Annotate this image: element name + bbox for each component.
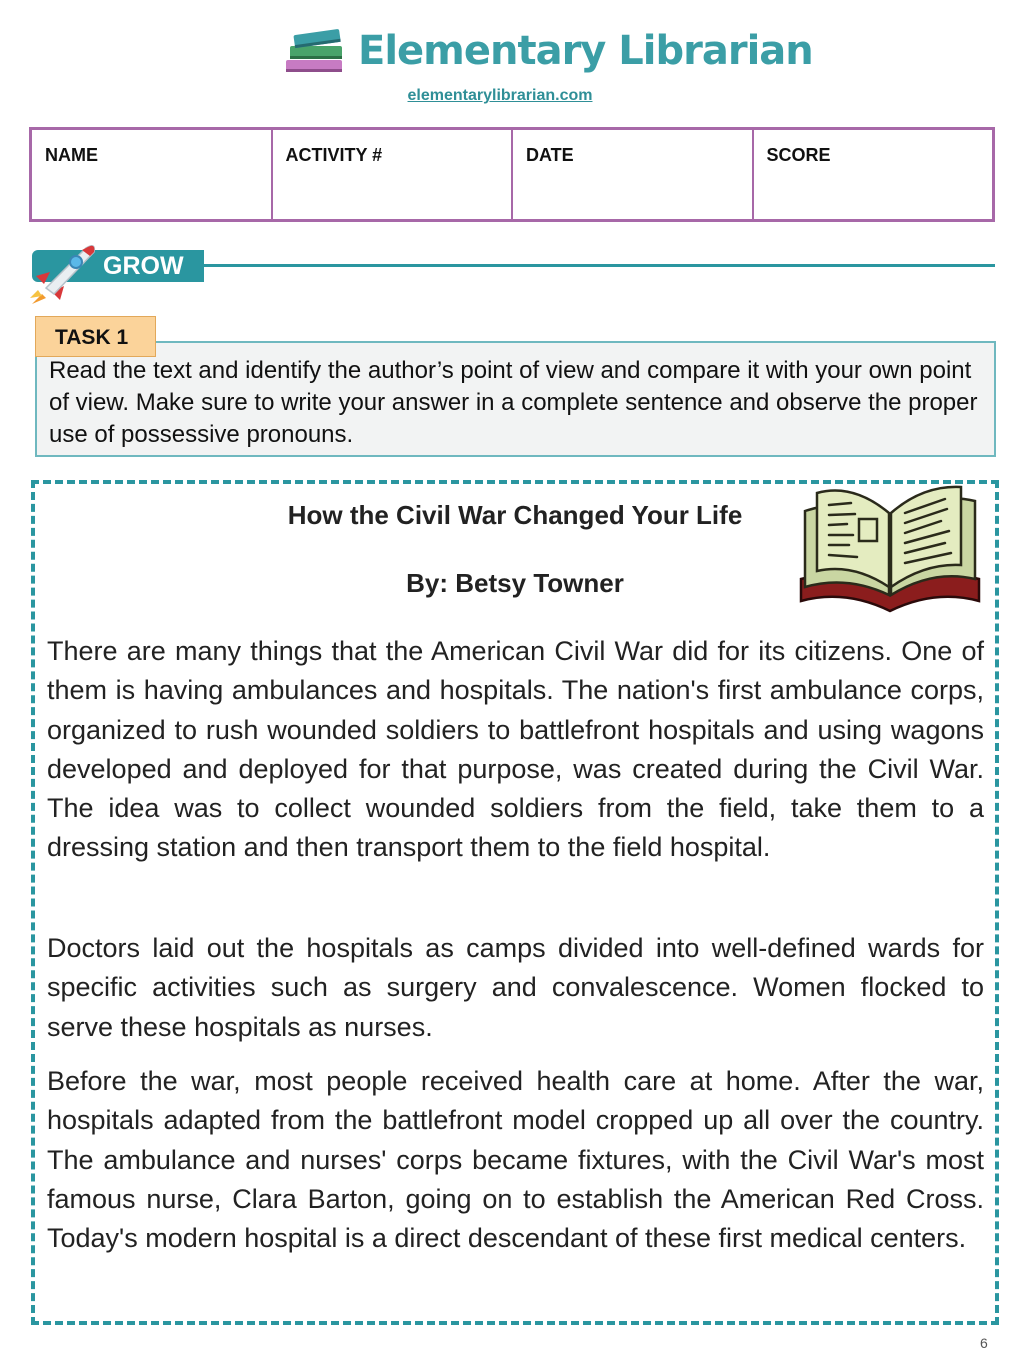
author-name: Betsy Towner (455, 568, 624, 598)
logo (280, 22, 813, 84)
article-paragraph-2: Doctors laid out the hospitals as camps divided into well-defined wards for specific activities such as surgery and convalescence. Women flocked to serve these hospitals as nurses. (47, 933, 984, 1042)
date-cell[interactable]: DATE (513, 130, 754, 219)
page-number: 6 (980, 1335, 988, 1351)
byline-prefix: By: (406, 568, 449, 598)
task-label: TASK 1 (35, 316, 156, 357)
open-book-icon (795, 483, 985, 618)
article-title: How the Civil War Changed Your Life (287, 500, 743, 530)
score-cell[interactable]: SCORE (766, 145, 831, 165)
student-info-table (29, 127, 995, 222)
section-label: GROW (32, 250, 204, 282)
name-cell[interactable]: NAME (32, 130, 273, 219)
rocket-icon (28, 238, 100, 306)
article-paragraph-3: Before the war, most people received health care at home. After the war, hospitals adapted from the battlefront model cropped up all over the country. The ambulance and nurses' corps became fixtures, with the Civil War's most famous nurse, Clara Barton, going on to establish the American Red Cross. Today's modern hospital is a direct descendant of these first medical centers. (47, 1066, 984, 1254)
site-link[interactable]: elementarylibrarian.com (407, 87, 593, 104)
task-instructions: Read the text and identify the author’s point of view and compare it with your own point of view. Make sure to write your answer in a complete sentence and observe the proper use of possessive pronouns. (49, 357, 978, 448)
logo-text: Elementary Librarian (358, 28, 813, 74)
article-paragraph-1: There are many things that the American Civil War did for its citizens. One of them is having ambulances and hospitals. The nation's first ambulance corps, organized to rush wounded soldiers to battlefront hospitals and using wagons developed and deployed for that purpose, was created during the Civil War. The idea was to collect wounded soldiers from the field, take them to a dressing station and then transport them to the field hospital. (47, 636, 984, 863)
books-stack-icon (280, 22, 350, 84)
section-divider (200, 264, 995, 267)
activity-cell[interactable]: ACTIVITY # (273, 130, 514, 219)
